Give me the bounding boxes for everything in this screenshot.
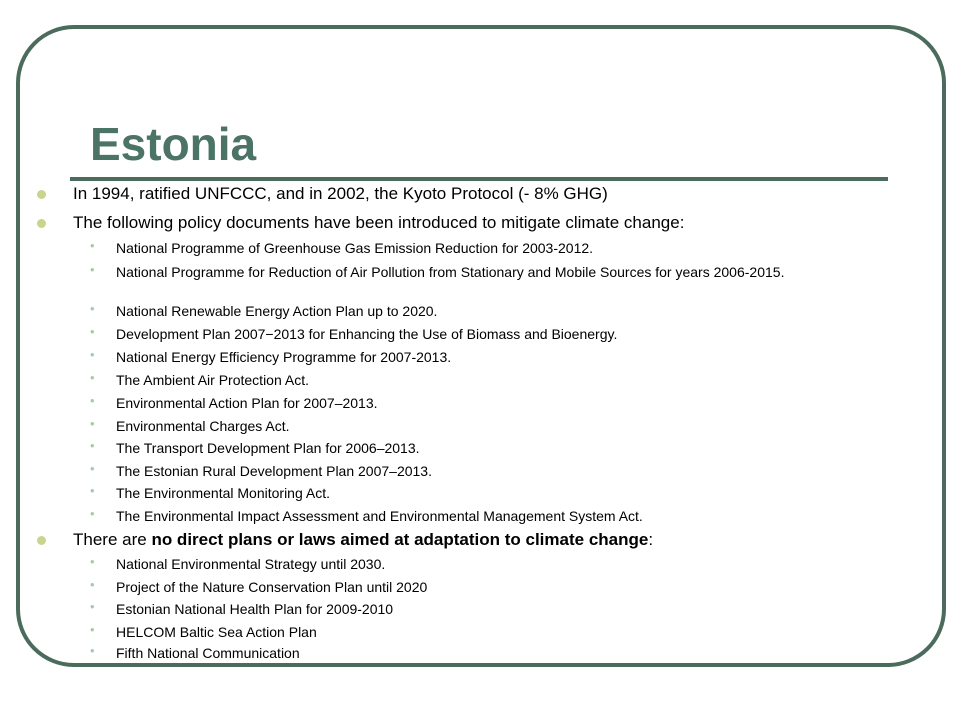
bullet-dot-icon: • (90, 324, 95, 339)
bullet-dot-icon: • (90, 577, 95, 592)
bullet-text: In 1994, ratified UNFCCC, and in 2002, the Kyoto Protocol (- 8% GHG) (73, 184, 608, 203)
list-item (90, 238, 594, 257)
bullet-dot-icon: • (90, 347, 95, 362)
bullet-text-emphasis: no direct plans or laws aimed at adaptation to climate change (151, 530, 649, 549)
list-item-text: National Energy Efficiency Programme for 2007-2013. (116, 349, 452, 365)
list-item (90, 599, 394, 618)
list-item (90, 347, 452, 366)
list-item-text: National Renewable Energy Action Plan up to 2020. (116, 303, 438, 319)
bullet-kyoto (73, 184, 608, 204)
list-item (90, 554, 386, 573)
bullet-circle-icon (37, 219, 46, 228)
list-item-text: The Environmental Impact Assessment and Environmental Management System Act. (116, 508, 643, 524)
bullet-text-post: : (648, 530, 654, 549)
bullet-circle-icon (37, 190, 46, 199)
list-item-text: Fifth National Communication (116, 645, 300, 661)
list-item-text: The Estonian Rural Development Plan 2007–2013. (116, 463, 432, 479)
bullet-dot-icon: • (90, 238, 95, 253)
list-item (90, 438, 420, 457)
list-item-text: The Transport Development Plan for 2006–2013. (116, 440, 420, 456)
slide-title: Estonia (90, 118, 257, 170)
list-item (90, 416, 290, 435)
list-item (90, 393, 378, 412)
bullet-mitigation-intro (73, 213, 684, 233)
bullet-dot-icon: • (90, 554, 95, 569)
list-item (90, 370, 309, 389)
list-item-text: The Environmental Monitoring Act. (116, 485, 330, 501)
list-item (90, 483, 330, 502)
list-item (90, 506, 643, 525)
list-item-text: Estonian National Health Plan for 2009-2010 (116, 601, 394, 617)
bullet-dot-icon: • (90, 461, 95, 476)
bullet-circle-icon (37, 536, 46, 545)
list-item (90, 622, 317, 641)
bullet-adaptation (73, 530, 653, 550)
list-item (90, 324, 618, 343)
list-item-text: Environmental Action Plan for 2007–2013. (116, 395, 378, 411)
list-item-text: National Programme of Greenhouse Gas Emission Reduction for 2003-2012. (116, 240, 594, 256)
bullet-dot-icon: • (90, 301, 95, 316)
list-item (90, 577, 428, 596)
bullet-dot-icon: • (90, 599, 95, 614)
list-item-text: HELCOM Baltic Sea Action Plan (116, 624, 317, 640)
list-item-text: Project of the Nature Conservation Plan until 2020 (116, 579, 428, 595)
bullet-dot-icon: • (90, 438, 95, 453)
title-underline (70, 177, 888, 181)
bullet-dot-icon: • (90, 643, 95, 658)
bullet-text-pre: There are (73, 530, 152, 549)
bullet-dot-icon: • (90, 483, 95, 498)
bullet-dot-icon: • (90, 416, 95, 431)
bullet-dot-icon: • (90, 393, 95, 408)
bullet-text: The following policy documents have been introduced to mitigate climate change: (73, 213, 685, 232)
list-item-text: National Environmental Strategy until 2030. (116, 556, 386, 572)
bullet-dot-icon: • (90, 370, 95, 385)
list-item-text: Development Plan 2007−2013 for Enhancing the Use of Biomass and Bioenergy. (116, 326, 618, 342)
list-item (90, 461, 432, 480)
list-item-text: National Programme for Reduction of Air Pollution from Stationary and Mobile Sources for years 2006-2015. (116, 264, 785, 280)
list-item-text: Environmental Charges Act. (116, 418, 290, 434)
list-item-text: The Ambient Air Protection Act. (116, 372, 309, 388)
list-item (90, 262, 916, 281)
list-item (90, 643, 300, 662)
bullet-dot-icon: • (90, 506, 95, 521)
bullet-dot-icon: • (90, 622, 95, 637)
bullet-dot-icon: • (90, 262, 95, 277)
list-item (90, 301, 438, 320)
